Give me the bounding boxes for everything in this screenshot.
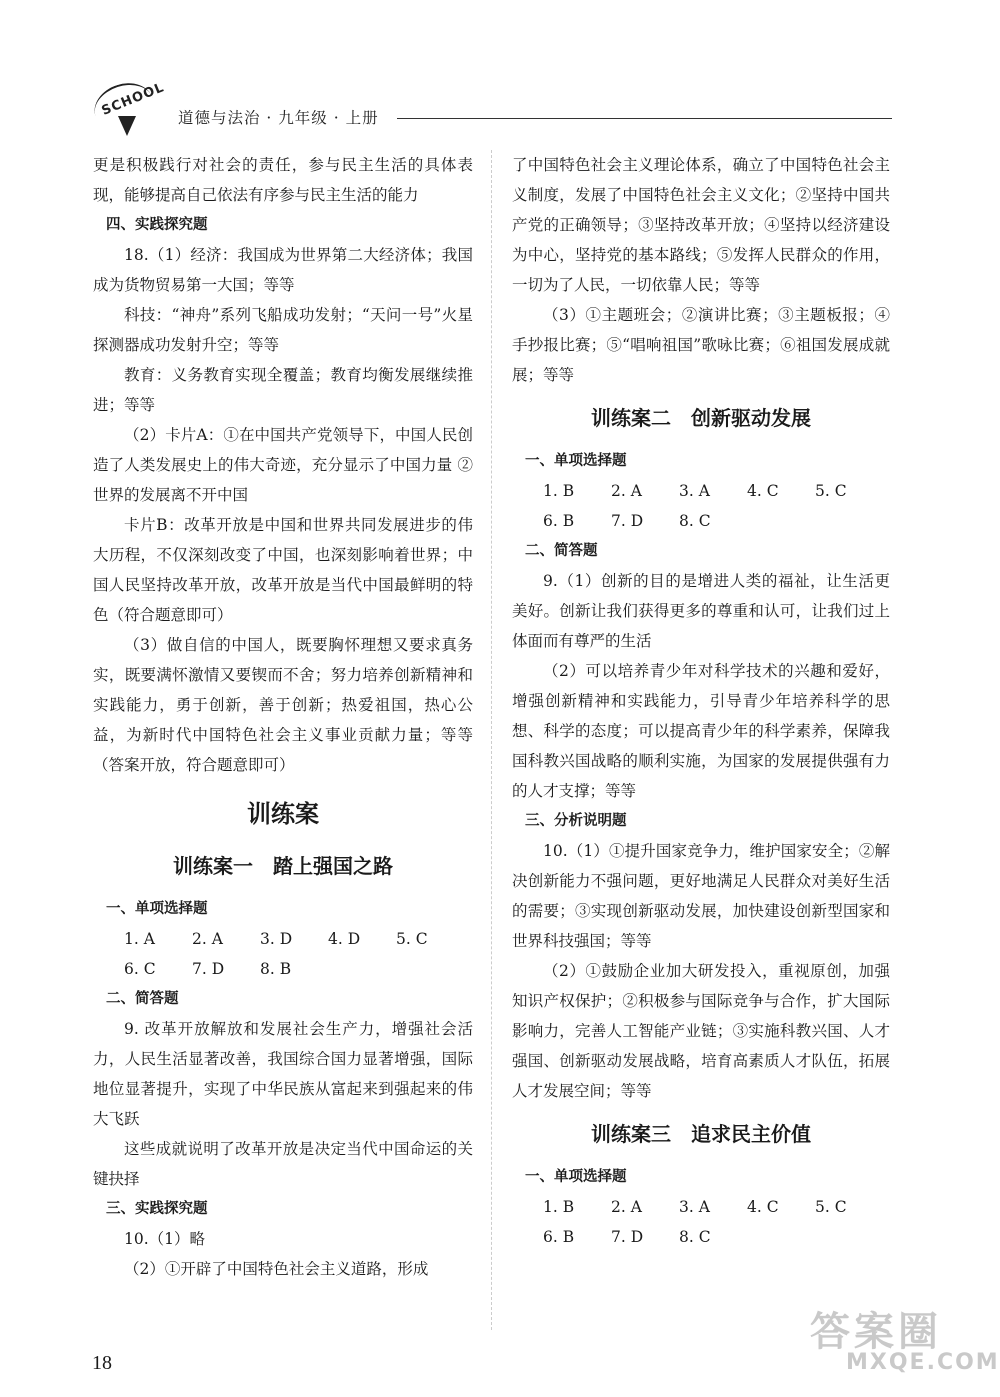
case-title: 训练案三 追求民主价值 — [591, 1122, 811, 1146]
watermark-logo — [810, 1300, 1000, 1390]
answer-item: 6. B — [543, 512, 575, 530]
answer-item: 3. A — [679, 1198, 710, 1216]
paragraph: 了中国特色社会主义理论体系，确立了中国特色社会主义制度，发展了中国特色社会主义文化；②坚持中国共产党的正确领导；③坚持改革开放；④坚持以经济建设为中心，坚持党的基本路线；⑤发挥人民群众的作用，一切为了人民，一切依靠人民；等等 — [512, 156, 890, 294]
paragraph: 10.（1）略 — [124, 1230, 206, 1248]
answer-item: 4. C — [747, 1198, 779, 1216]
book-title: 道德与法治 · 九年级 · 上册 — [178, 109, 379, 127]
paragraph: 10.（1）①提升国家竞争力，维护国家安全；②解决创新能力不强问题，更好地满足人民群众对美好生活的需要；③实现创新驱动发展，加快建设创新型国家和世界科技强国；等等 — [512, 842, 890, 950]
answer-item: 4. C — [747, 482, 779, 500]
case-title: 训练案一 踏上强国之路 — [173, 854, 393, 878]
answer-item: 1. A — [124, 930, 155, 948]
paragraph: 这些成就说明了改革开放是决定当代中国命运的关键抉择 — [93, 1140, 473, 1188]
watermark-url: MXQE.COM — [846, 1350, 1000, 1375]
answer-item: 5. C — [815, 1198, 847, 1216]
answer-item: 3. D — [260, 930, 293, 948]
answer-row — [512, 1192, 890, 1222]
location-pin-icon — [118, 116, 136, 136]
paragraph: 更是积极践行对社会的责任，参与民主生活的具体表现，能够提高自己依法有序参与民主生活的能力 — [93, 156, 473, 204]
answer-item: 8. C — [679, 1228, 711, 1246]
answer-row — [512, 506, 890, 536]
paragraph: 9.（1）创新的目的是增进人类的福祉，让生活更美好。创新让我们获得更多的尊重和认可，让我们过上体面而有尊严的生活 — [512, 572, 890, 650]
paragraph: （2）卡片A：①在中国共产党领导下，中国人民创造了人类发展史上的伟大奇迹，充分显示了中国力量 ②世界的发展离不开中国 — [93, 426, 473, 504]
section-heading: 一、单项选择题 — [106, 901, 208, 917]
paragraph: （2）①鼓励企业加大研发投入，重视原创，加强知识产权保护；②积极参与国际竞争与合作，扩大国际影响力，完善人工智能产业链；③实施科教兴国、人才强国、创新驱动发展战略，培育高素质人才队伍，拓展人才发展空间；等等 — [512, 962, 890, 1100]
section-heading: 三、实践探究题 — [106, 1201, 208, 1217]
watermark-text: 答案圈 — [810, 1309, 942, 1355]
paragraph: 科技：“神舟”系列飞船成功发射；“天问一号”火星探测器成功发射升空；等等 — [93, 306, 473, 354]
answer-row — [512, 476, 890, 506]
school-logo — [92, 80, 167, 142]
column-divider — [491, 150, 492, 1330]
answer-row — [93, 924, 473, 954]
answer-item: 2. A — [611, 1198, 642, 1216]
section-heading: 一、单项选择题 — [525, 1169, 627, 1185]
paragraph: （3）①主题班会；②演讲比赛；③主题板报；④手抄报比赛；⑤“唱响祖国”歌咏比赛；⑥祖国发展成就展；等等 — [512, 306, 890, 384]
answer-item: 7. D — [611, 512, 644, 530]
answer-item: 5. C — [815, 482, 847, 500]
answer-row — [93, 954, 473, 984]
paragraph: 9. 改革开放解放和发展社会生产力，增强社会活力，人民生活显著改善，我国综合国力显著增强，国际地位显著提升，实现了中华民族从富起来到强起来的伟大飞跃 — [93, 1020, 473, 1128]
answer-item: 5. C — [396, 930, 428, 948]
answer-item: 6. C — [124, 960, 156, 978]
logo-text: SCHOOL — [99, 80, 167, 119]
paragraph: （2）可以培养青少年对科学技术的兴趣和爱好，增强创新精神和实践能力，引导青少年培养科学的思想、科学的态度；可以提高青少年的科学素养，保障我国科教兴国战略的顺利实施，为国家的发展提供强有力的人才支撑；等等 — [512, 662, 890, 800]
case-title: 训练案二 创新驱动发展 — [591, 406, 811, 430]
answer-item: 7. D — [192, 960, 225, 978]
paragraph: （2）①开辟了中国特色社会主义道路，形成 — [124, 1260, 429, 1278]
section-heading: 二、简答题 — [106, 991, 179, 1007]
answer-item: 8. B — [260, 960, 292, 978]
page-number: 18 — [92, 1352, 112, 1374]
left-column — [93, 150, 473, 1284]
answer-item: 6. B — [543, 1228, 575, 1246]
paragraph: （3）做自信的中国人，既要胸怀理想又要求真务实，既要满怀激情又要锲而不舍；努力培养创新精神和实践能力，勇于创新，善于创新；热爱祖国，热心公益，为新时代中国特色社会主义事业贡献力量；等等（答案开放，符合题意即可） — [93, 636, 473, 774]
section-heading: 一、单项选择题 — [525, 453, 627, 469]
answer-item: 4. D — [328, 930, 361, 948]
answer-row — [512, 1222, 890, 1252]
section-heading: 二、简答题 — [525, 543, 598, 559]
section-heading: 三、分析说明题 — [525, 813, 627, 829]
answer-item: 1. B — [543, 482, 575, 500]
header-rule — [397, 118, 892, 119]
page-header — [92, 82, 892, 142]
section-heading: 四、实践探究题 — [106, 217, 208, 233]
answer-item: 7. D — [611, 1228, 644, 1246]
right-column — [512, 150, 890, 1252]
answer-item: 1. B — [543, 1198, 575, 1216]
chapter-title: 训练案 — [247, 800, 319, 828]
answer-item: 2. A — [192, 930, 223, 948]
paragraph: 教育：义务教育实现全覆盖；教育均衡发展继续推进；等等 — [93, 366, 473, 414]
answer-item: 8. C — [679, 512, 711, 530]
answer-item: 3. A — [679, 482, 710, 500]
paragraph: 18.（1）经济：我国成为世界第二大经济体；我国成为货物贸易第一大国；等等 — [93, 246, 473, 294]
paragraph: 卡片B：改革开放是中国和世界共同发展进步的伟大历程，不仅深刻改变了中国，也深刻影响着世界；中国人民坚持改革开放，改革开放是当代中国最鲜明的特色（符合题意即可） — [93, 516, 473, 624]
answer-item: 2. A — [611, 482, 642, 500]
